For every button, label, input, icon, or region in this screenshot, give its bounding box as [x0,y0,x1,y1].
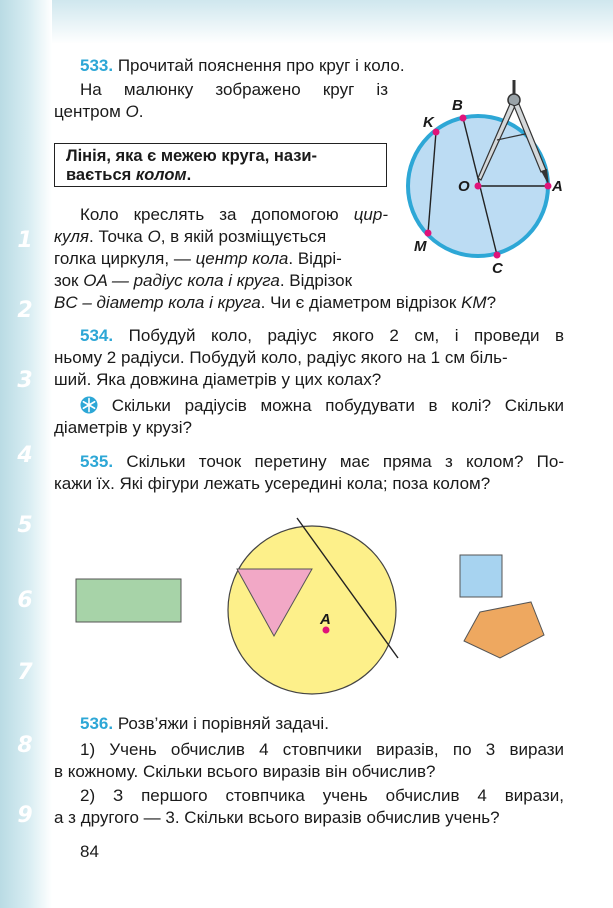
orange-pentagon [464,602,544,658]
shapes-figure [76,518,544,694]
text: . Точка [89,227,148,246]
label-c: C [492,260,503,277]
edge-number: 4 [17,443,33,468]
exercise-number: 536. [80,714,114,733]
text: ? [486,293,497,312]
text: BC – діаметр кола і круга [54,293,261,312]
edge-number: 8 [17,733,33,758]
task-line: а з другого — 3. Скільки всього виразів обчислив учень? [54,808,500,827]
text: центром [54,102,126,121]
point-o [475,183,482,190]
label-k: K [423,114,434,131]
definition-line: Лінія, яка є межею круга, нази- [66,147,318,165]
task-line: 1) Учень обчислив 4 стовпчики виразів, по 3 вирази [80,740,564,759]
task-line: 2) З першого стовпчика учень обчислив 4 вирази, [80,786,564,805]
point-a [545,183,552,190]
text: KM [461,293,487,312]
intro-line: На малюнку зображено круг із [80,80,388,99]
text: зок [54,271,84,290]
exercise-number: 535. [80,452,114,471]
text: цир- [353,205,388,224]
edge-number: 9 [17,803,33,828]
green-rectangle [76,579,181,622]
text: Розв’яжи і порівняй задачі. [117,714,329,733]
exercise-534-line: ший. Яка довжина діаметрів у цих колах? [54,370,382,389]
text: . [186,166,192,184]
blue-square [460,555,502,597]
label-o: O [458,178,470,195]
text: Побудуй коло, радіус якого 2 см, і проведи в [128,326,564,345]
edge-number: 7 [17,660,33,685]
yellow-circle [228,526,396,694]
exercise-534-line: ньому 2 радіуси. Побудуй коло, радіус якого на 1 см біль- [54,348,508,367]
text: вається [66,166,136,184]
exercise-534-extra-line: діаметрів у крузі? [54,418,192,437]
text: O [125,102,139,121]
text: . Відрі- [288,249,342,268]
text: OA — радіус кола і круга [83,271,280,290]
text: Скільки радіусів можна побудувати в колі? Скільки [111,396,564,415]
text: голка циркуля, — [54,249,196,268]
text: центр кола [195,249,289,268]
label-a: A [320,611,331,628]
text: . [138,102,144,121]
label-m: M [414,238,427,255]
point-b [460,115,467,122]
task-line: в кожному. Скільки всього виразів він обчислив? [54,762,436,781]
text: куля [54,227,90,246]
page-number: 84 [80,842,99,861]
edge-number: 5 [17,513,33,538]
edge-number: 6 [17,588,33,613]
exercise-title: Прочитай пояснення про круг і коло. [117,56,405,75]
circle-figure [408,80,563,277]
point-c [494,252,501,259]
edge-number: 1 [17,228,33,253]
text: Скільки точок перетину має пряма з колом? По- [126,452,564,471]
exercise-number: 533. [80,56,114,75]
text: . Відрізок [279,271,353,290]
text: , в якій розміщується [160,227,327,246]
point-m [425,230,432,237]
edge-number: 2 [17,298,33,323]
label-a: A [552,178,563,195]
edge-number: 3 [17,368,33,393]
exercise-535-line: кажи їх. Які фігури лежать усередині кола; поза колом? [54,474,491,493]
text: колом [135,166,187,184]
label-b: B [452,97,463,114]
text: . Чи є діаметром відрізок [260,293,462,312]
exercise-number: 534. [80,326,114,345]
text: O [147,227,161,246]
text: Коло креслять за допомогою [80,205,354,224]
